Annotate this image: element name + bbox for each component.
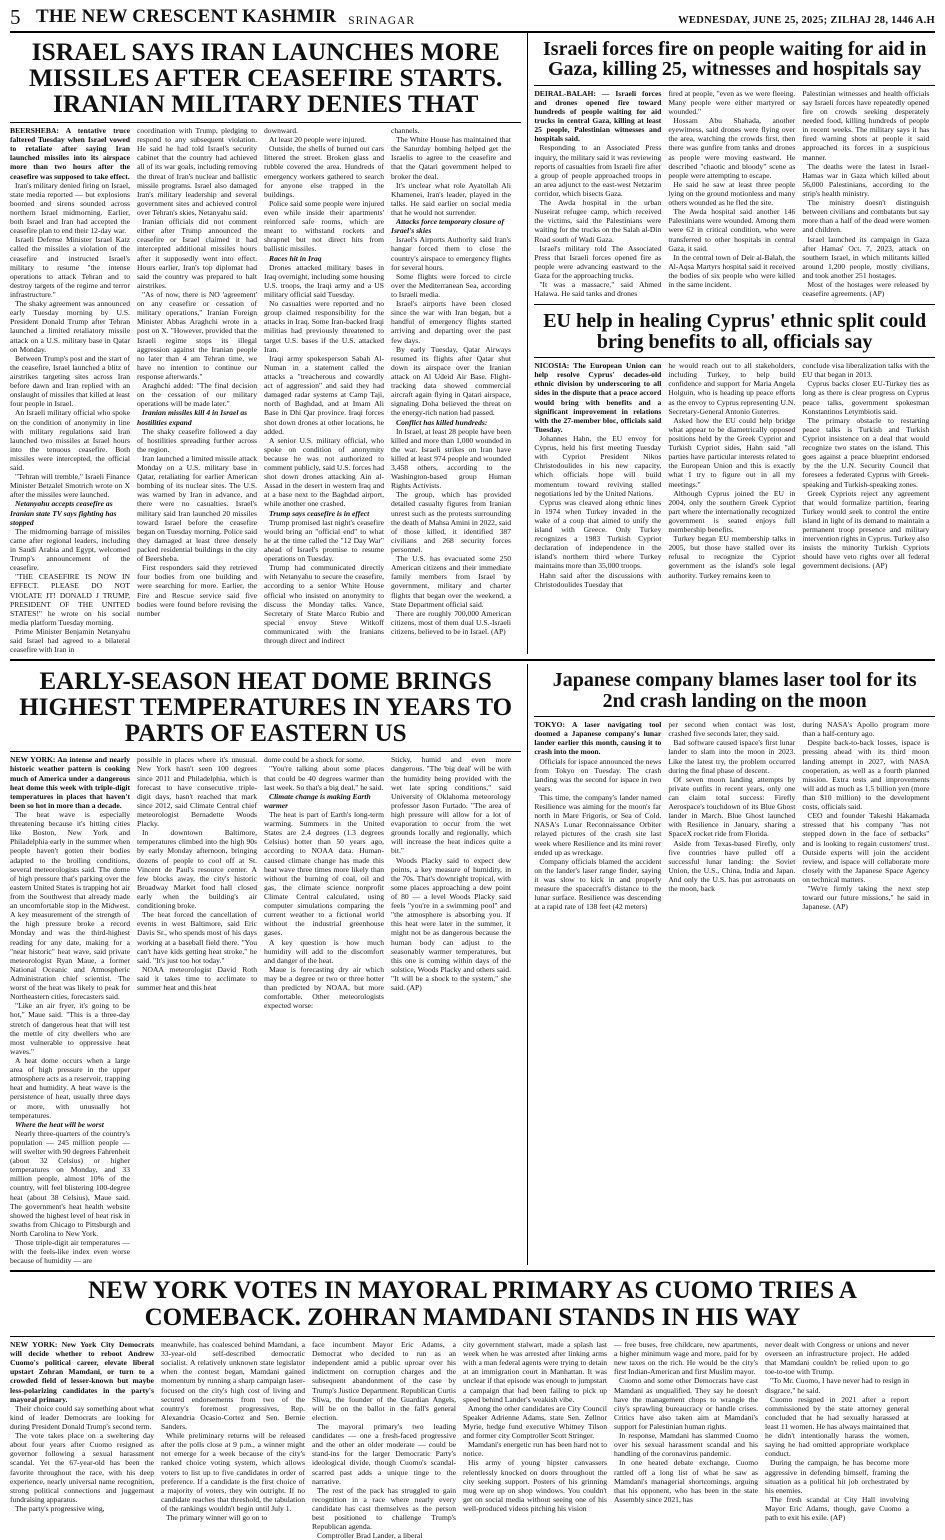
- paragraph: Israeli Defense Minister Israel Katz called the missiles a violation of the ceasefire and instructed Israel's military to resume "the intense operations to attack Tehran and to destroy targets of the regime and terror infrastructure.": [10, 235, 130, 299]
- paragraph: Bad software caused ispace's first lunar lander to slam into the moon in 2023. Like the latest try, the problem occurred during the final phase of descent.: [668, 738, 796, 775]
- page-number: 5: [10, 5, 21, 29]
- subheading: Attacks force temporary closure of Israel's skies: [391, 217, 504, 236]
- paragraph: "As of now, there is NO 'agreement' on any ceasefire or cessation of military operations," Iranian Foreign Minister Abbas Araghchi wrote in a post on X. "However, provided that the Israeli regime stops its illegal aggression against the Iranian people no later than 4 am Tehran time, we have no intention to continue our response afterwards.": [137, 289, 257, 381]
- paragraph: Most of the hostages were released by ceasefire agreements. (AP): [802, 280, 930, 299]
- paragraph: The deaths were the latest in Israel-Hamas war in Gaza which killed about 56,000 Palestinians, according to the strip's health ministry.: [802, 161, 930, 198]
- paragraph: A senior U.S. military official, who spoke on condition of anonymity because he was not authorized to comment publicly, said U.S. forces had shot down drones attacking Ain al-Assad in the desert in western Iraq and at a base next to the Baghdad airport, while another one crashed.: [264, 435, 384, 509]
- paragraph: "It was a massacre," said Ahmed Halawa. He said tanks and drones: [534, 280, 662, 299]
- headline-japan-moon: Japanese company blames laser tool for its 2nd crash landing on the moon: [552, 669, 917, 712]
- paragraph: It's unclear what role Ayatollah Ali Khamenei, Iran's leader, played in the talks. He said earlier on social media that he would not surrender.: [391, 180, 511, 217]
- paragraph: NICOSIA: The European Union can help resolve Cyprus' decades-old ethnic division by underscoring to all sides in the dispute that a peace accord would bring with benefits and a significant improvement in relations with the 27-member bloc, officials said Tuesday.: [534, 361, 662, 434]
- paragraph: fired at people, "even as we were fleeing. Many people were either martyred or wounded.": [668, 88, 796, 116]
- story-gaza: [534, 39, 935, 298]
- paragraph: Sticky, humid and even more dangerous. "The 'big deal' will be with the humidity being provided with the wet late spring conditions," said University of Oklahoma meteorology professor Jason Furtado. "The area of high pressure will allow for a lot of evaporation to occur from the wet grounds locally and regionally, which will increase the heat indices quite a bit.": [391, 755, 511, 856]
- paragraph: The vote takes place on a sweltering day about four years after Cuomo resigned as governor following a sexual harassment scandal. Yet the 67-year-old has been the favorite throughout the race, with his deep experience, nearly universal name recognition, strong political connections and juggernaut fundraising apparatus.: [10, 1431, 154, 1504]
- paragraph: The Awda hospital in the urban Nuseirat refugee camp, which received the victims, said the Palestinians were waiting for the trucks on the Salah al-Din Road south of Wadi Gaza.: [534, 198, 662, 244]
- paragraph: "Like an air fryer, it's going to be hot," Maue said. "This is a three-day stretch of dangerous heat that will test the mettle of city dwellers who are most vulnerable to oppressive heat waves.": [10, 1001, 130, 1056]
- paragraph: Hahn said after the discussions with Christodoulides Tuesday that: [534, 570, 662, 589]
- paragraph: Nearly three-quarters of the country's population — 245 million people — will swelter with 90 degrees Fahrenheit (about 32 Celsius) or higher temperatures on Monday, and 33 million people, almost 10% of the country, will feel blistering 100-degree heat (about 38 Celsius), Maue said. The government's heat health website showed the highest level of heat risk in swaths from Chicago to Pittsburgh and North Carolina to New York.: [10, 1128, 130, 1239]
- paragraph: Outside, the shells of burned out cars littered the street. Broken glass and rubble covered the area. Hundreds of emergency workers gathered to search for anyone else trapped in the buildings.: [264, 144, 384, 199]
- paragraph: "You're talking about some places that could be 40 degrees warmer than last week. So that's a big deal," he said.: [264, 764, 384, 792]
- paragraph: By early Tuesday, Qatar Airways resumed its flights after Qatar shut down its airspace over the Iranian attack on Al Udeid Air Base. Flight-tracking data showed commercial aircraft again flying in Qatari airspace, signaling Doha believed the threat on the energy-rich nation had passed.: [391, 344, 511, 418]
- column: [668, 720, 795, 911]
- paragraph: NEW YORK: An intense and nearly historic weather pattern is cooking much of America under a dangerous heat dome this week with triple-digit temperatures in places that haven't been so hot in more than a decade.: [10, 755, 130, 810]
- paragraph: The midmorning barrage of missiles came after regional leaders, including in Saudi Arabia and Egypt, welcomed Trump's announcement of the ceasefire.: [10, 526, 130, 573]
- column: [137, 755, 257, 1265]
- paragraph: Cuomo and some other Democrats have cast Mamdani as unqualified. They say he doesn't have the management chops to wrangle the city's sprawling bureaucracy or handle crises. Critics have also taken aim at Mamdani's support for Palestinian human rights.: [614, 1376, 758, 1431]
- paragraph: The ministry doesn't distinguish between civilians and combatants but say more than a half of the dead were women and children.: [802, 198, 930, 235]
- paragraph: An Israeli military official who spoke on the condition of anonymity in line with military regulations said Iran launched two missiles at Israel hours into the tenuous ceasefire. Both missiles were intercepted, the official said.: [10, 408, 130, 473]
- subheading: Iranian missiles kill 4 in Israel as hostilities expand: [137, 408, 248, 427]
- column: [10, 126, 130, 654]
- paragraph: The shaky ceasefire followed a day of hostilities spreading further across the region.: [137, 426, 257, 454]
- paragraph: Cyprus backs closer EU-Turkey ties as long as there is clear progress on Cyprus peace talks, government spokesman Konstantinos Letymbiotis said.: [802, 379, 930, 416]
- paragraph: Cyprus was cleaved along ethnic lines in 1974 when Turkey invaded in the wake of a coup that aimed to unify the island with Greece. Only Turkey recognizes a 1983 Turkish Cypriot declaration of independence in the island's northern third where Turkey maintains more than 35,000 troops.: [534, 497, 662, 571]
- column: [668, 361, 795, 589]
- column: [534, 361, 661, 589]
- paragraph: city government stalwart, made a splash last week when he was arrested after linking arms with a man federal agents were trying to detain at an immigration court in Manhattan. It was unclear if that episode was enough to jumpstart a campaign that had been failing to pick up speed behind Lander's weakish vibe.: [463, 1339, 607, 1404]
- edition-city: SRINAGAR: [348, 14, 416, 27]
- paragraph: Trump promised last night's ceasefire would bring an "official end" to what he at the time called the "12 Day War" ahead of Israel's promise to resume operations on Tuesday.: [264, 517, 384, 564]
- paragraph: CEO and founder Takeshi Hakamada stressed that his company "has not stepped down in the face of setbacks" and is looking to regain customers' trust. Outside experts will join the accident review, and ispace will collaborate more closely with the Japanese Space Agency on technical matters.: [802, 811, 930, 884]
- column: [614, 1340, 758, 1540]
- column: [10, 755, 130, 1265]
- paragraph: The U.S. has evacuated some 250 American citizens and their immediate family members from Israel by government, military and charter flights that began over the weekend, a State Department official said.: [391, 554, 511, 609]
- paragraph: A heat dome occurs when a large area of high pressure in the upper atmosphere acts as a reservoir, trapping heat and humidity. A heat wave is the persistence of heat, usually three days or more, with unusually hot temperatures.: [10, 1055, 130, 1120]
- paragraph: Trump had communicated directly with Netanyahu to secure the ceasefire, according to a senior White House official who insisted on anonymity to discuss the Monday talks. Vance, Secretary of State Marco Rubio and special envoy Steve Witkoff communicated with the Iranians through direct and indirect: [264, 563, 384, 646]
- column: [802, 361, 929, 589]
- paragraph: Israel's Airports Authority said Iran's hangar forced them to close the country's airspace to emergency flights for several hours.: [391, 235, 511, 272]
- paragraph: Cuomo resigned in 2021 after a report commissioned by the state attorney general concluded that he had sexually harassed at least 11 women. He has always maintained that he didn't intentionally harass the women, saying he had omitted appropriate workplace conduct.: [765, 1394, 909, 1459]
- paragraph: Iran launched a limited missile attack Monday on a U.S. military base in Qatar, retaliating for earlier American bombing of its nuclear sites. The U.S. was warned by Iran in advance, and there were no casualties. Israel's military said Iran launched 20 missiles toward Israel before the ceasefire began on Tuesday morning. Police said they damaged at least three densely packed residential buildings in the city of Beersheba.: [137, 453, 257, 564]
- story-cyprus: [534, 311, 935, 589]
- paragraph: In downtown Baltimore, temperatures climbed into the high 90s by early Monday afternoon, bringing dozens of people to cool off at St. Vincent de Paul's resource center. A few blocks away, the city's historic Broadway Market food hall closed early when the building's air conditioning broke.: [137, 828, 257, 911]
- paragraph: NOAA meteorologist David Roth said it takes time to acclimate to summer heat and this heat: [137, 964, 257, 993]
- paragraph: The White House has maintained that the Saturday bombing helped get the Israelis to agree to the ceasefire and that the Qatari government helped to broker the deal.: [391, 135, 511, 181]
- paragraph: — free buses, free childcare, new apartments, a higher minimum wage and more, paid for by new taxes on the rich. He would be the city's first Indian-American and first Muslim mayor.: [614, 1339, 758, 1377]
- subheading: Climate change is making Earth warmer: [264, 791, 371, 810]
- paragraph: This time, the company's lander named Resilience was aiming for the moon's far north in Mare Frigoris, or Sea of Cold. NASA's Lunar Reconnaissance Orbiter relayed pictures of the crash site last week where Resilience and its mini rover ended up as wreckage.: [534, 793, 662, 857]
- paragraph: Iraqi army spokesperson Sabah Al-Numan in a statement called the attacks a "treacherous and cowardly act of aggression" and said they had damaged radar systems at Camp Taji, north of Baghdad, and at Imam Ali Base in Dhi Qar province. Iraqi forces shot down drones at other locations, he added.: [264, 353, 384, 436]
- paragraph: The heat is part of Earth's long-term warming. Summers in the United States are 2.4 degrees (1.3 degrees Celsius) hotter than 50 years ago, according to NOAA data. Human-caused climate change has made this heat wave three times more likely than without the burning of coal, oil and gas, the climate science nonprofit Climate Central calculated, using computer simulations comparing the current weather to a fictional world without the industrial greenhouse gases.: [264, 810, 384, 938]
- paragraph: The fresh scandal at City Hall involving Mayor Eric Adams, though, gave Cuomo a path to exit his exile. (AP): [765, 1494, 909, 1523]
- paragraph: Greek Cypriots reject any agreement that would formalize partition, fearing Turkey would seek to control the entire island in light of its demand to maintain a permanent troop presence and military intervention rights in Cyprus. Turkey also insists the minority Turkish Cypriots should have veto rights over all federal government decisions. (AP): [802, 488, 930, 571]
- column: [264, 126, 384, 654]
- column: [391, 126, 511, 654]
- paragraph: Woods Placky said to expect dew points, a key measure of humidity, in the 70s. That's downright tropical, with some places approaching a dew point of 80 — a level Woods Placky said feels "you're in a swimming pool" and "the atmosphere is absorbing you. If this heat were later in the summer, it might not be as dangerous because the human body can adjust to the seasonably warmer temperatures, but this one is coming within days of the solstice, Woods Placky and others said. "It will be a shock to the system," she said. (AP): [391, 855, 511, 993]
- paragraph: TOKYO: A laser navigating tool doomed a Japanese company's lunar lander earlier this month, causing it to crash into the moon.: [534, 720, 662, 757]
- column: [802, 89, 929, 299]
- paragraph: Their choice could say something about what kind of leader Democrats are looking for during President Donald Trump's second term.: [10, 1403, 154, 1431]
- column: [534, 720, 661, 911]
- paragraph: face incumbent Mayor Eric Adams, a Democrat who decided to run as an independent amid a public uproar over his indictment on corruption charges and the subsequent abandonment of the case by Trump's Justice Department. Republican Curtis Sliwa, the founder of the Guardian Angels, will be on the ballot in the fall's general election.: [312, 1339, 456, 1422]
- paragraph: per second when contact was lost, crashed five seconds later, they said.: [668, 720, 796, 739]
- story-japan-moon: [534, 664, 935, 1265]
- paragraph: The heat forced the cancellation of events in west Baltimore, said Eric Davis Sr., who spends most of his days working at a baseball field there. "You can't have kids getting heat stroke," he said. "It's just too hot today.": [137, 910, 257, 965]
- paragraph: Those triple-digit air temperatures — with the feels-like index even worse because of humidity — are: [10, 1238, 130, 1266]
- column: [312, 1340, 456, 1540]
- column: [668, 89, 795, 299]
- paragraph: "We're firmly taking the next step toward our future missions," he said in Japanese. (AP): [802, 884, 930, 912]
- story-nyc-primary: [10, 1278, 935, 1540]
- paragraph: Asked how the EU could help bridge what appear to be diametrically opposed positions held by the Greek Cypriot and Turkish Cypriot sides, Hahn said "all parties have particular interests related to the European Union and this is exactly what I try to figure out in all my meetings.": [668, 415, 796, 489]
- column: [161, 1340, 305, 1540]
- paragraph: In Israel, at least 28 people have been killed and more than 1,000 wounded in the war. Israeli strikes on Iran have killed at least 974 people and wounded 3,458 others, according to the Washington-based group Human Rights Activists.: [391, 426, 511, 491]
- paragraph: Iran's military denied firing on Israel, state media reported — but explosions boomed and sirens sounded across northern Israel midmorning. Earlier, both Israel and Iran had accepted the ceasefire plan to end their 12-day war.: [10, 180, 130, 236]
- column: [802, 720, 929, 911]
- date-line: WEDNESDAY, JUNE 25, 2025; ZILHAJ 28, 1446 A.H: [678, 15, 935, 26]
- paragraph: Maue is forecasting dry air which may be a degree or two or three hotter than predicted by NOAA, but more comfortable. Other meteorologists expected worse:: [264, 964, 384, 1011]
- subheading: Conflict has killed hundreds:: [396, 417, 488, 427]
- paragraph: Johannes Hahn, the EU envoy for Cyprus, held his first meeting Tuesday with Cypriot President Nikos Christodoulides in his new capacity, which officials hope will build momentum toward reviving stalled negotiations led by the United Nations.: [534, 433, 662, 498]
- paragraph: "To Mr. Cuomo, I have never had to resign in disgrace," he said.: [765, 1376, 909, 1395]
- paragraph: Responding to an Associated Press inquiry, the military said it was reviewing reports of casualties from Israeli fire after a group of people approached troops in an area adjunct to the east-west Netzarim corridor, which bisects Gaza.: [534, 143, 662, 198]
- top-section: [10, 33, 935, 654]
- paragraph: There are roughly 700,000 American citizens, most of them dual U.S.-Israeli citizens, believed to be in Israel. (AP): [391, 608, 511, 637]
- paragraph: No casualties were reported and no group claimed responsibility for the attacks in Iraq. Some Iran-backed Iraqi militias had previously threatened to target U.S. bases if the U.S. attacked Iran.: [264, 299, 384, 354]
- paragraph: At least 20 people were injured.: [269, 135, 366, 145]
- paper-name: THE NEW CRESCENT KASHMIR: [36, 6, 337, 27]
- paragraph: Palestinian witnesses and health officials say Israeli forces have repeatedly opened fire on crowds seeking desperately needed food, killing hundreds of people in recent weeks. The military says it has fired warning shots at people it said approached its forces in a suspicious manner.: [802, 88, 930, 162]
- heat-columns: [10, 755, 521, 1265]
- paragraph: The mayoral primary's two leading candidates — one a fresh-faced progressive and the other an older moderate — could be stand-ins for the larger Democratic Party's ideological divide, though Cuomo's scandal-scarred past adds a unique tinge to the narrative.: [312, 1421, 456, 1486]
- paragraph: The Awda hospital said another 146 Palestinians were wounded. Among them were 62 in critical condition, who were transferred to other hospitals in central Gaza, it said.: [668, 207, 796, 253]
- japan-columns: [534, 720, 935, 911]
- paragraph: "THE CEASEFIRE IS NOW IN EFFECT. PLEASE DO NOT VIOLATE IT! DONALD J TRUMP, PRESIDENT OF THE UNITED STATES!" he wrote on his social media platform Tuesday morning.: [10, 572, 130, 627]
- headline-cyprus: EU help in healing Cyprus' ethnic split could bring benefits to all, officials say: [543, 310, 927, 353]
- paragraph: A key question is how much humidity will add to the discomfort and danger of the heat.: [264, 937, 384, 965]
- paragraph: His army of young hipster canvassers relentlessly knocked on doors throughout the city seeking support. Posters of his grinning mug were up on shop windows. You couldn't get on social media without seeing one of his well-produced videos pitching his vision: [463, 1458, 607, 1513]
- paragraph: Comptroller Brad Lander, a liberal: [317, 1531, 423, 1540]
- headline-gaza: Israeli forces fire on people waiting for aid in Gaza, killing 25, witnesses and hospitals say: [543, 38, 927, 81]
- column: [534, 89, 661, 299]
- column: [391, 755, 511, 1265]
- paragraph: Araghchi added: "The final decision on the cessation of our military operations will be made later.": [137, 381, 257, 409]
- story-israel-iran: [10, 33, 521, 654]
- paragraph: The party's progressive wing,: [15, 1503, 105, 1513]
- paragraph: The primary obstacle to restarting peace talks is Turkish and Turkish Cypriot insistence on a deal that would recognize two states on the island. This goes against a peace blueprint endorsed by the the U.N. Security Council that foresees a federated Cyprus with Greek-speaking and Turkish-speaking zones.: [802, 415, 930, 489]
- paragraph: While preliminary returns will be released after the polls close at 9 p.m., a winner might not emerge for a week because of the city's ranked choice voting system, which allows voters to list up to five candidates in order of preference. If a candidate is the first choice of a majority of voters, they win outright. If no candidate reaches that threshold, the tabulation of the rankings wouldn't begin until July 1.: [161, 1431, 305, 1513]
- paragraph: "Tehran will tremble," Israeli Finance Minister Betzalel Smotrich wrote on X after the missiles were launched.: [10, 472, 130, 500]
- headline-israel-iran: ISRAEL SAYS IRAN LAUNCHES MORE MISSILES AFTER CEASEFIRE STARTS. IRANIAN MILITARY DENIES THAT: [28, 37, 503, 118]
- paragraph: Among the other candidates are City Council Speaker Adrienne Adams, state Sen. Zellnor Myrie, hedge fund executive Whitney Tilson and former city Comptroller Scott Stringer.: [463, 1403, 607, 1441]
- middle-section: [10, 664, 935, 1265]
- column: [10, 1340, 154, 1540]
- column: [463, 1340, 607, 1540]
- paragraph: during NASA's Apollo program more than a half-century ago.: [802, 720, 930, 739]
- paragraph: Israel's military told The Associated Press that Israeli forces opened fire as people were advancing eastward to the Gaza for the approaching trucks.: [534, 243, 662, 280]
- paragraph: Of seven moon landing attempts by private outfits in recent years, only one can claim total success: Firefly Aerospace's touchdown of its Blue Ghost lander in March. Blue Ghost launched with Resilience in January, sharing a SpaceX rocket ride from Florida.: [668, 774, 796, 839]
- paragraph: The rest of the pack has struggled to gain recognition in a race where nearly every candidate has cast themselves as the person best positioned to challenge Trump's Republican agenda.: [312, 1485, 456, 1532]
- headline-nyc-primary: NEW YORK VOTES IN MAYORAL PRIMARY AS CUOMO TRIES A COMEBACK. ZOHRAN MAMDANI STANDS IN HIS WAY: [88, 1277, 857, 1331]
- paragraph: BEERSHEBA: A tentative truce faltered Tuesday when Israel vowed to retaliate after saying Iran launched missiles into its airspace more than two hours after the ceasefire was supposed to take effect.: [10, 126, 130, 181]
- story-heat-dome: [10, 664, 521, 1265]
- masthead: [10, 6, 935, 33]
- paragraph: Police said some people were injured even while inside their apartments' reinforced safe rooms, which are meant to withstand rockets and shrapnel but not direct hits from ballistic missiles.: [264, 198, 384, 254]
- paragraph: meanwhile, has coalesced behind Mamdani, a 33-year-old self-described democratic socialist. A relatively unknown state legislator when the contest began, Mamdani gained momentum by running a sharp campaign laser-focused on the city's high cost of living and secured endorsements from two of the country's foremost progressives, Rep. Alexandria Ocasio-Cortez and Sen. Bernie Sanders.: [161, 1339, 305, 1431]
- subheading: Races hit in Iraq: [269, 253, 322, 263]
- paragraph: The shaky agreement was announced early Tuesday morning by U.S. President Donald Trump after Tehran launched a limited retaliatory missile attack on a U.S. military base in Qatar on Monday.: [10, 299, 130, 354]
- vertical-divider: [527, 33, 528, 654]
- paragraph: The group, which has provided detailed casualty figures from Iranian unrest such as the protests surrounding the death of Mahsa Amini in 2022, said of those killed, it identified 387 civilians and 268 security forces personnel.: [391, 490, 511, 555]
- subheading: Trump says ceasefire is in effect: [269, 508, 370, 518]
- subheading: Where the heat will be worst: [15, 1119, 104, 1129]
- paragraph: never dealt with Congress or unions and never overseen an infrastructure project. He added that Mamdani couldn't be relied upon to go toe-to-toe with Trump.: [765, 1339, 909, 1377]
- subheading: Netanyahu accepts ceasefire as Iranian state TV says fighting has stopped: [10, 499, 117, 527]
- paragraph: Mamdani's energetic run has been hard not to notice.: [463, 1440, 607, 1459]
- paragraph: coordination with Trump, pledging to respond to any subsequent violation. He said he had told Israel's security cabinet that the country had achieved all of its war goals, including removing the threat of Iran's nuclear and ballistic missile programs. Israel also damaged Iran's military leadership and several government sites and achieved control over Tehran's skies, Netanyahu said.: [137, 126, 257, 217]
- israel-iran-columns: [10, 126, 521, 654]
- paragraph: DEIRAL-BALAH: — Israeli forces and drones opened fire toward hundreds of people waiting for aid trucks in central Gaza, killing at least 25 people, Palestinian witnesses and hospitals said.: [534, 88, 662, 144]
- paragraph: Drones attacked military bases in Iraq overnight, including some housing U.S. troops, the Iraqi army and a US military official said Tuesday.: [264, 262, 384, 299]
- column: [264, 755, 384, 1265]
- nyc-columns: [10, 1340, 935, 1540]
- paragraph: In the central town of Deir al-Balah, the Al-Aqsa Martyrs hospital said it received the bodies of six people who were killed in the same incident.: [668, 252, 796, 290]
- paragraph: Israel launched its campaign in Gaza after Hamas' Oct. 7, 2023, attack on southern Israel, in which militants killed around 1,200 people, mostly civilians, and took another 251 hostages.: [802, 234, 930, 280]
- vertical-divider: [527, 664, 528, 1265]
- right-top-section: [534, 33, 935, 654]
- paragraph: The primary winner will go on to: [166, 1513, 268, 1523]
- headline-heat-dome: EARLY-SEASON HEAT DOME BRINGS HIGHEST TEMPERATURES IN YEARS TO PARTS OF EASTERN US: [19, 668, 513, 748]
- paragraph: First responders said they retrieved four bodies from one building and were searching for more. Earlier, the Fire and Rescue service said five bodies were found before revising the number: [137, 563, 257, 618]
- paragraph: conclude visa liberalization talks with the EU that began in 2013.: [802, 361, 930, 380]
- paragraph: Between Trump's post and the start of the ceasefire, Israel launched a blitz of airstrikes targeting sites across Iran before dawn and Iran replied with an onslaught of missiles that killed at least four people in Israel.: [10, 353, 130, 409]
- paragraph: NEW YORK: New York City Democrats will decide whether to reboot Andrew Cuomo's political career, elevate liberal upstart Zohran Mamdani, or turn to a crowded field of lesser-known but maybe less-polarizing candidates in the party's mayoral primary.: [10, 1339, 154, 1404]
- paragraph: he would reach out to all stakeholders, including Turkey, to help build confidence and support for Maria Angela Holguin, who is heading up peace efforts as the envoy to Cyprus representing U.N. Secretary-General Antonio Guterres.: [668, 361, 796, 416]
- cyprus-columns: [534, 361, 935, 589]
- paragraph: During the campaign, he has become more aggressive in defending himself, framing the situation as a political hit job orchestrated by his enemies.: [765, 1458, 909, 1495]
- paragraph: downward.: [264, 126, 298, 135]
- paragraph: dome could be a shock for some.: [264, 755, 365, 765]
- paragraph: Hossam Abu Shahada, another eyewitness, said drones were flying over the area, watching the crowds first, then there was gunfire from tanks and drones as people were moving eastward. He described "chaotic and bloody" scene as people were attempting to escape.: [668, 116, 796, 180]
- paragraph: Iranian officials did not comment either after Trump announced the ceasefire or Israel claimed it had intercepted additional missiles hours after it supposedly went into effect. Hours earlier, Iran's top diplomat had said the country was prepared to halt airstrikes.: [137, 217, 257, 290]
- paragraph: Despite back-to-back losses, ispace is pressing ahead with its third moon landing attempt in 2027, with NASA cooperation, as well as a fourth planned mission. Extra tests and improvements will add as much as 1.5 billion yen (more than $10 million) to the development costs, officials said.: [802, 738, 930, 812]
- paragraph: In one heated debate exchange, Cuomo rattled off a long list of what he saw as Mamdani's managerial shortcomings, arguing that his opponent, who has been in the state Assembly since 2021, has: [614, 1458, 758, 1504]
- paragraph: Company officials blamed the accident on the lander's laser range finder, saying it was slow to kick in and properly measure the spacecraft's distance to the lunar surface. Resilience was descending at a rapid rate of 138 feet (42 meters): [534, 856, 662, 912]
- paragraph: Although Cyprus joined the EU in 2004, only the southern Greek Cypriot part where the internationally recognized government is seated enjoys full membership benefits.: [668, 488, 796, 535]
- paragraph: possible in places where it's unusual. New York hasn't seen 100 degrees since 2011 and Philadelphia, which is forecast to have consecutive triple-digit days, hasn't reached that mark since 2012, said Climate Central chief meteorologist Bernadette Woods Placky.: [137, 755, 257, 829]
- column: [137, 126, 257, 654]
- paragraph: Israel's airports have been closed since the war with Iran began, but a handful of emergency flights started arriving and departing over the past few days.: [391, 299, 511, 345]
- paragraph: Aside from Texas-based Firefly, only five countries have pulled off a successful lunar landing: the Soviet Union, the U.S., China, India and Japan. And only the U.S. has put astronauts on the moon, back: [668, 838, 796, 894]
- paragraph: Prime Minister Benjamin Netanyahu said Israel had agreed to a bilateral ceasefire with Iran in: [10, 627, 130, 655]
- paragraph: Turkey began EU membership talks in 2005, but those have stalled over its refusal to recognize the Cypriot government as the island's sole legal authority. Turkey remains keen to: [668, 534, 796, 580]
- gaza-columns: [534, 89, 935, 299]
- paragraph: channels.: [391, 126, 420, 135]
- paragraph: In response, Mamdani has slammed Cuomo over his sexual harassment scandal and his handling of the coronavirus pandemic.: [614, 1431, 758, 1459]
- paragraph: Officials for ispace announced the news from Tokyo on Tuesday. The crash landing was the second for ispace in two years.: [534, 756, 662, 793]
- paragraph: The heat wave is especially threatening because it's hitting cities like Boston, New York and Philadelphia early in the summer when people haven't gotten their bodies adapted to the broiling conditions, several meteorologists said. The dome of high pressure that's parking over the eastern United States is trapping hot air from the Southwest that already made an uncomfortable stop in the Midwest. A key measurement of the strength of the high pressure broke a record Monday and was the third-highest reading for any date, making for a "near historic" heat wave, said private meteorologist Ryan Maue, a former National Oceanic and Atmospheric Administration chief scientist. The worst of the heat was likely to peak for Northeastern cities, forecasters said.: [10, 810, 130, 1002]
- paragraph: Some flights were forced to circle over the Mediterranean Sea, according to Israeli media.: [391, 271, 511, 299]
- column: [765, 1340, 909, 1540]
- paragraph: He said he saw at least three people lying on the ground motionless and many others wounded as he fled the site.: [668, 179, 796, 208]
